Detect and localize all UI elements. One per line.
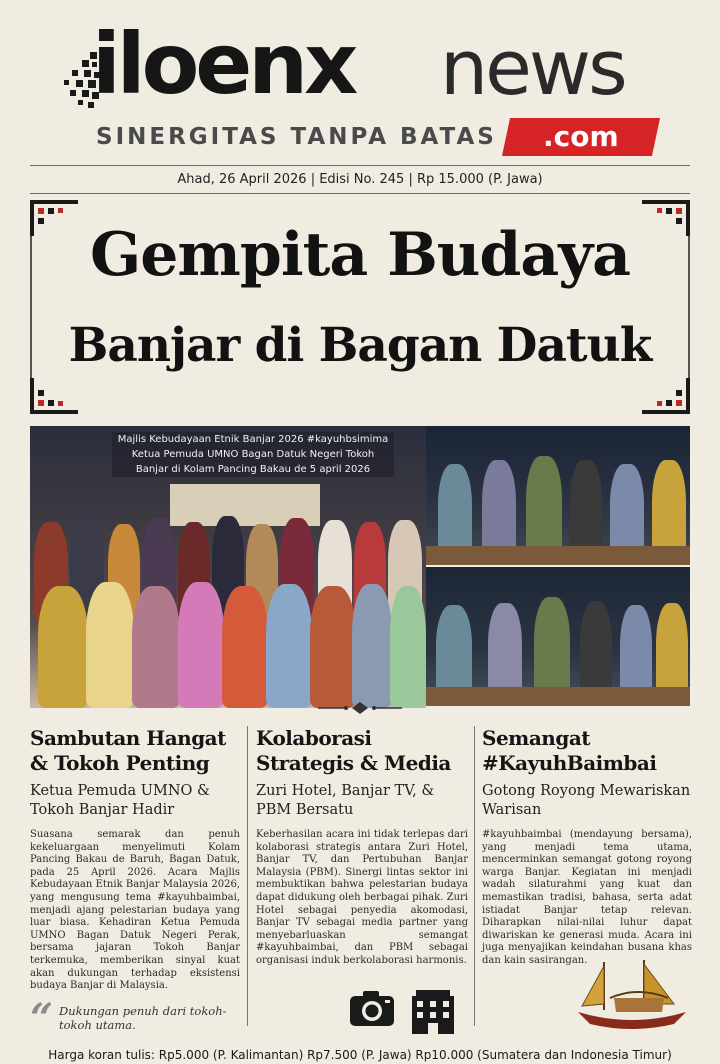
tagline: SINERGITAS TANPA BATAS	[96, 124, 497, 150]
article-subtitle: Zuri Hotel, Banjar TV, & PBM Bersatu	[256, 783, 435, 818]
corner-ornament-icon	[642, 378, 690, 414]
footer-price-note: Harga koran tulis: Rp5.000 (P. Kalimantan) Rp7.500 (P. Jawa) Rp10.000 (Sumatera dan Indonesia Timur)	[48, 1048, 672, 1062]
corner-ornament-icon	[30, 378, 78, 414]
column-divider	[474, 726, 475, 1026]
article-body: Keberhasilan acara ini tidak terlepas dari kolaborasi strategis antara Zuri Hotel, Banjar TV, dan Pertubuhan Banjar Malaysia (PBM). Sinergi lintas sektor ini membuktikan bahwa pelestarian budaya dapat didukung oleh berbagai pihak. Zuri Hotel sebagai penyedia akomodasi, Banjar TV sebagai media partner yang menyebarluaskan semangat #kayuhbaimbai, dan PBM sebagai organisasi induk berkolaborasi harmonis.	[256, 829, 468, 966]
pull-quote-text: Dukungan penuh dari tokoh-tokoh utama.	[59, 1004, 227, 1032]
logo-light-text: news	[440, 23, 625, 112]
domain-badge	[502, 118, 660, 156]
column-divider	[247, 726, 248, 1026]
caption-line: Majlis Kebudayaan Etnik Banjar 2026 #kayuhbsimima	[117, 434, 389, 445]
article-title: Semangat #KayuhBaimbai	[482, 726, 657, 775]
hotel-building-icon	[408, 988, 458, 1034]
domain-suffix: .com	[543, 120, 619, 153]
logo-bold-text: iloenx	[92, 15, 355, 113]
article-title: Kolaborasi Strategis & Media	[256, 726, 451, 775]
article-body: #kayuhbaimbai (mendayung bersama), yang menjadi tema utama, mencerminkan semangat gotong royong warga Banjar. Kegiatan ini menjadi wadah silaturahmi yang kuat dan memastikan tradisi, bahasa, serta adat istiadat Banjar tetap relevan. Diharapkan nilai-nilai luhur dapat diwariskan ke generasi muda. Acara ini juga menyajikan keindahan busana khas dan kain sasirangan.	[482, 829, 692, 966]
article-subtitle: Ketua Pemuda UMNO & Tokoh Banjar Hadir	[30, 783, 210, 818]
dateline: Ahad, 26 April 2026 | Edisi No. 245 | Rp 15.000 (P. Jawa)	[177, 172, 543, 187]
stage-photo-bottom	[426, 567, 690, 706]
camera-icon	[348, 988, 396, 1028]
caption-line: Ketua Pemuda UMNO Bagan Datuk Negeri Tokoh	[131, 449, 375, 460]
article-subtitle: Gotong Royong Mewariskan Warisan	[482, 783, 691, 818]
caption-line: Banjar di Kolam Pancing Bakau de 5 april 2026	[135, 464, 371, 475]
masthead	[0, 15, 720, 163]
quote-mark-icon: “	[30, 995, 54, 1042]
pull-quote	[30, 995, 246, 1042]
headline-line-2: Banjar di Bagan Datuk	[68, 318, 652, 373]
article-2	[256, 726, 468, 1031]
article-body: Suasana semarak dan penuh kekeluargaan menyelimuti Kolam Pancing Bakau de Baruh, Bagan Datuk, pada 25 April 2026. Acara Majlis Kebudayaan Etnik Banjar Malaysia 2026, yang mengusung tema #kayuhbaimbai, menjadi ajang pelestarian budaya yang luar biasa. Kehadiran Ketua Pemuda UMNO Bagan Datuk Negeri Perak, bersama jajaran Tokoh Banjar terkemuka, memberikan sinyal kuat akan dukungan terhadap eksistensi budaya Banjar di Malaysia.	[30, 829, 240, 992]
boat-illustration	[574, 958, 690, 1038]
article-title: Sambutan Hangat & Tokoh Penting	[30, 726, 226, 775]
divider	[30, 193, 690, 194]
divider	[30, 165, 690, 166]
article-1	[30, 726, 240, 1031]
photo-caption	[112, 432, 394, 477]
stage-photo-top	[426, 426, 690, 565]
headline-line-1: Gempita Budaya	[89, 220, 631, 290]
icon-row	[348, 988, 458, 1034]
divider-ornament-icon	[316, 700, 404, 716]
